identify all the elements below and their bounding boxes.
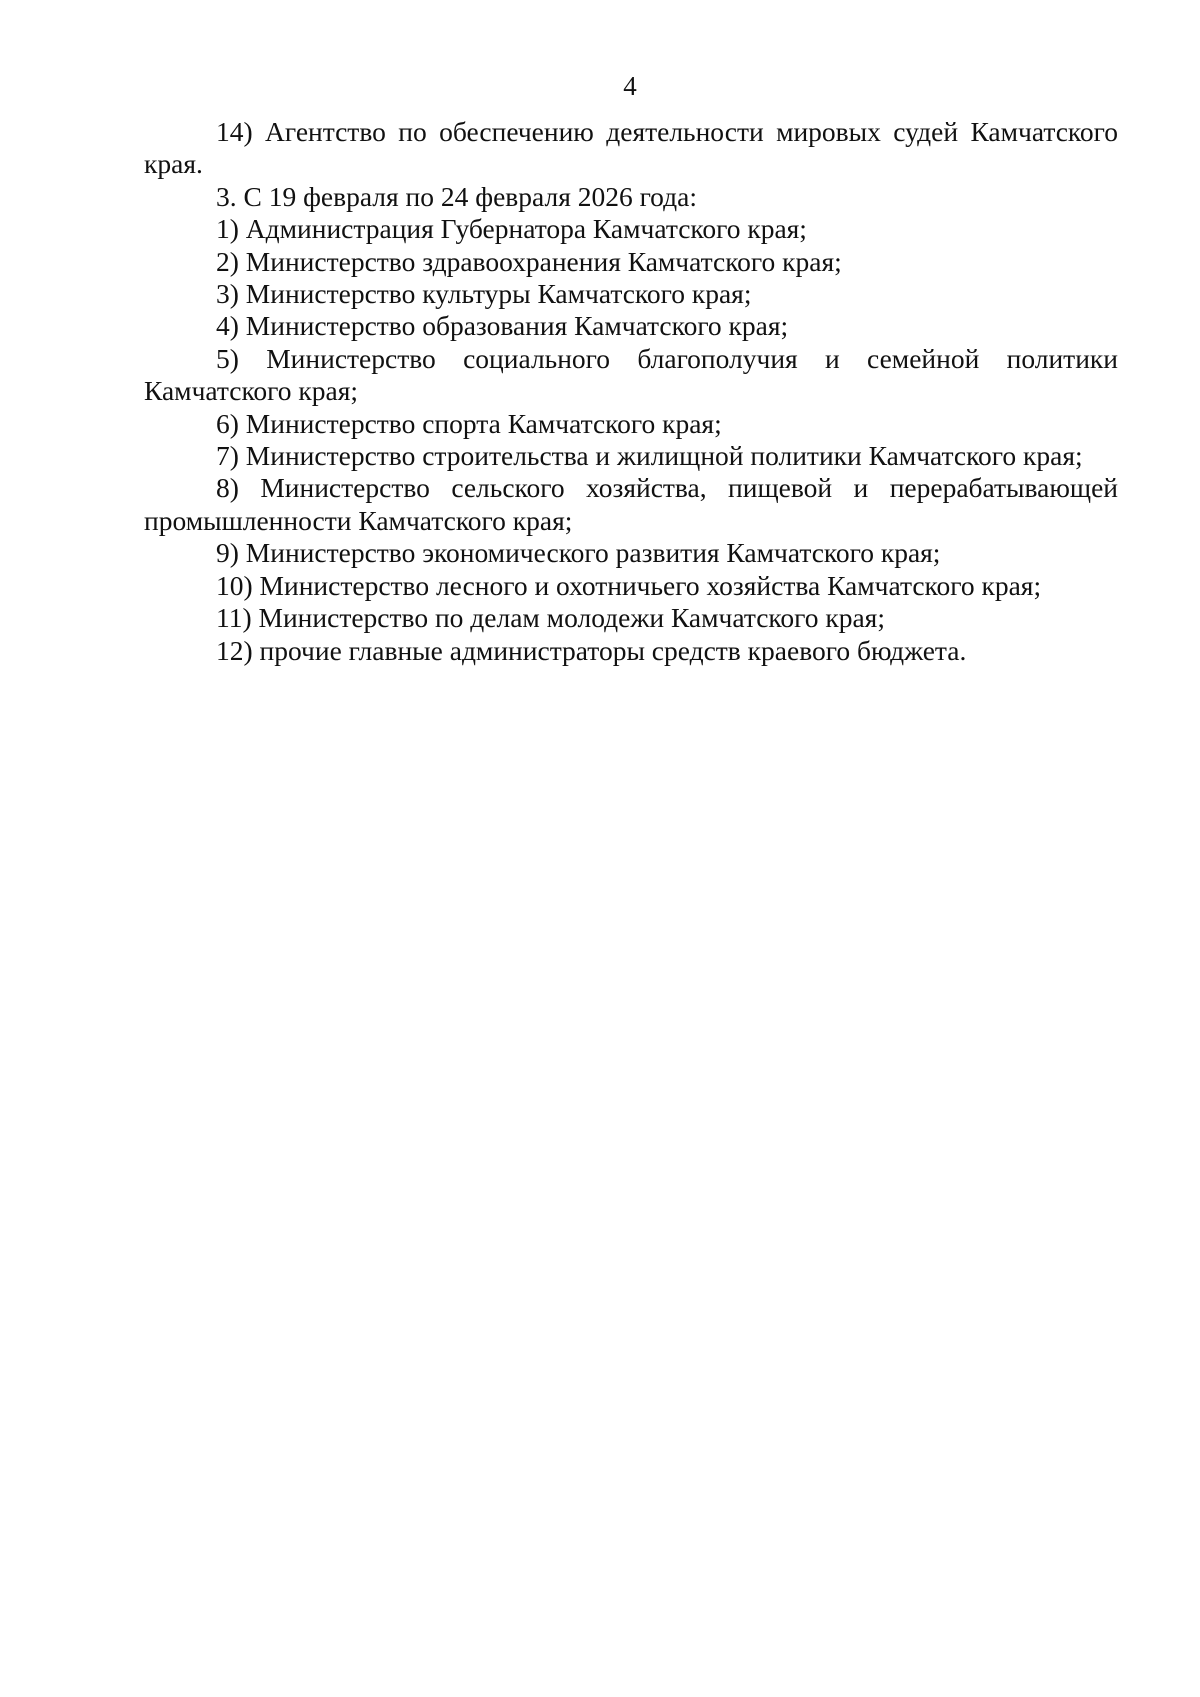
paragraph-item-9: 9) Министерство экономического развития Камчатского края; — [216, 537, 941, 569]
paragraph-item-8: 8) Министерство сельского хозяйства, пищевой и перерабатывающей промышленности Камчатского края; — [144, 472, 1118, 536]
paragraph-item-5: 5) Министерство социального благополучия и семейной политики Камчатского края; — [144, 342, 1118, 407]
paragraph-item-7: 7) Министерство строительства и жилищной политики Камчатского края; — [216, 440, 1083, 472]
document-body — [144, 116, 1118, 667]
paragraph-item-3: 3) Министерство культуры Камчатского края; — [216, 278, 752, 310]
paragraph-item-12: 12) прочие главные администраторы средств краевого бюджета. — [216, 634, 967, 666]
paragraph-item-2: 2) Министерство здравоохранения Камчатского края; — [216, 245, 842, 277]
paragraph-item-10: 10) Министерство лесного и охотничьего хозяйства Камчатского края; — [216, 569, 1042, 601]
paragraph-item-6: 6) Министерство спорта Камчатского края; — [216, 407, 722, 439]
page-number: 4 — [623, 71, 637, 101]
paragraph-section-3-heading: 3. С 19 февраля по 24 февраля 2026 года: — [216, 180, 697, 212]
paragraph-item-11: 11) Министерство по делам молодежи Камчатского края; — [216, 602, 885, 634]
paragraph-item-14-agency: 14) Агентство по обеспечению деятельности мировых судей Камчатского края. — [144, 116, 1118, 180]
paragraph-item-1: 1) Администрация Губернатора Камчатского края; — [216, 213, 807, 245]
paragraph-item-4: 4) Министерство образования Камчатского края; — [216, 310, 789, 342]
